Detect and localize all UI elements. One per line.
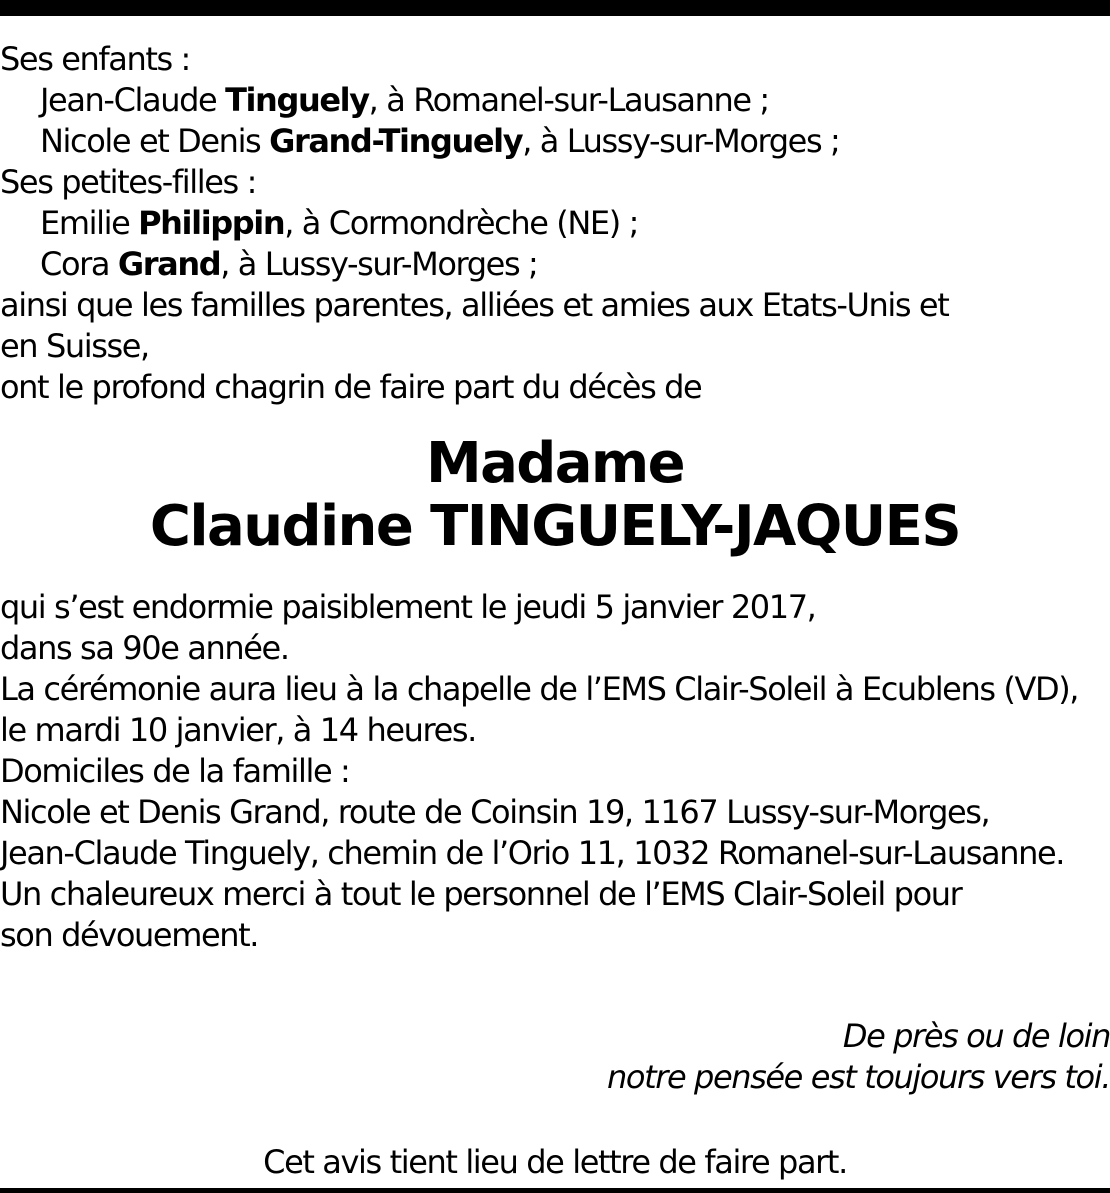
bottom-border-rule bbox=[0, 1188, 1110, 1193]
deceased-name: Claudine TINGUELY-JAQUES bbox=[149, 494, 961, 559]
ceremony-date-line: le mardi 10 janvier, à 14 heures. bbox=[0, 711, 476, 749]
announcement-line: ont le profond chagrin de faire part du décès de bbox=[0, 368, 702, 406]
child-1-surname: Tinguely bbox=[225, 81, 369, 119]
ceremony-line: La cérémonie aura lieu à la chapelle de l’EMS Clair-Soleil à Ecublens (VD), bbox=[0, 670, 1079, 708]
families-line-1: ainsi que les familles parentes, alliées et amies aux Etats-Unis et bbox=[0, 286, 949, 324]
deceased-title: Madame bbox=[425, 431, 685, 496]
thanks-line-1: Un chaleureux merci à tout le personnel de l’EMS Clair-Soleil pour bbox=[0, 875, 962, 913]
thanks-line-2: son dévouement. bbox=[0, 916, 259, 954]
passing-line: qui s’est endormie paisiblement le jeudi 5 janvier 2017, bbox=[0, 588, 816, 626]
granddaughter-2-location: , à Lussy-sur-Morges ; bbox=[220, 245, 538, 283]
obituary-notice bbox=[0, 39, 1110, 1183]
families-line-2: en Suisse, bbox=[0, 327, 149, 365]
granddaughter-entry-1 bbox=[0, 203, 1110, 244]
granddaughter-entry-2 bbox=[0, 244, 1110, 285]
age-line: dans sa 90e année. bbox=[0, 629, 289, 667]
family-addresses-heading: Domiciles de la famille : bbox=[0, 752, 350, 790]
child-entry-1 bbox=[0, 80, 1110, 121]
quote-line-1: De près ou de loin bbox=[842, 1017, 1110, 1055]
granddaughters-heading: Ses petites-filles : bbox=[0, 163, 256, 201]
child-1-first-name: Jean-Claude bbox=[40, 81, 226, 119]
child-2-surname: Grand-Tinguely bbox=[269, 122, 523, 160]
granddaughter-2-first-name: Cora bbox=[40, 245, 118, 283]
family-address-2: Jean-Claude Tinguely, chemin de l’Orio 11, 1032 Romanel-sur-Lausanne. bbox=[0, 834, 1065, 872]
child-entry-2 bbox=[0, 121, 1110, 162]
granddaughter-2-surname: Grand bbox=[117, 245, 221, 283]
granddaughter-1-location: , à Cormondrèche (NE) ; bbox=[284, 204, 638, 242]
child-2-location: , à Lussy-sur-Morges ; bbox=[522, 122, 840, 160]
family-address-1: Nicole et Denis Grand, route de Coinsin 19, 1167 Lussy-sur-Morges, bbox=[0, 793, 990, 831]
top-border-rule bbox=[0, 0, 1110, 16]
child-2-first-names: Nicole et Denis bbox=[40, 122, 270, 160]
granddaughter-1-surname: Philippin bbox=[138, 204, 285, 242]
child-1-location: , à Romanel-sur-Lausanne ; bbox=[368, 81, 769, 119]
granddaughter-1-first-name: Emilie bbox=[40, 204, 139, 242]
children-heading: Ses enfants : bbox=[0, 40, 190, 78]
quote-line-2: notre pensée est toujours vers toi. bbox=[607, 1058, 1110, 1096]
closing-note: Cet avis tient lieu de lettre de faire part. bbox=[263, 1143, 847, 1181]
